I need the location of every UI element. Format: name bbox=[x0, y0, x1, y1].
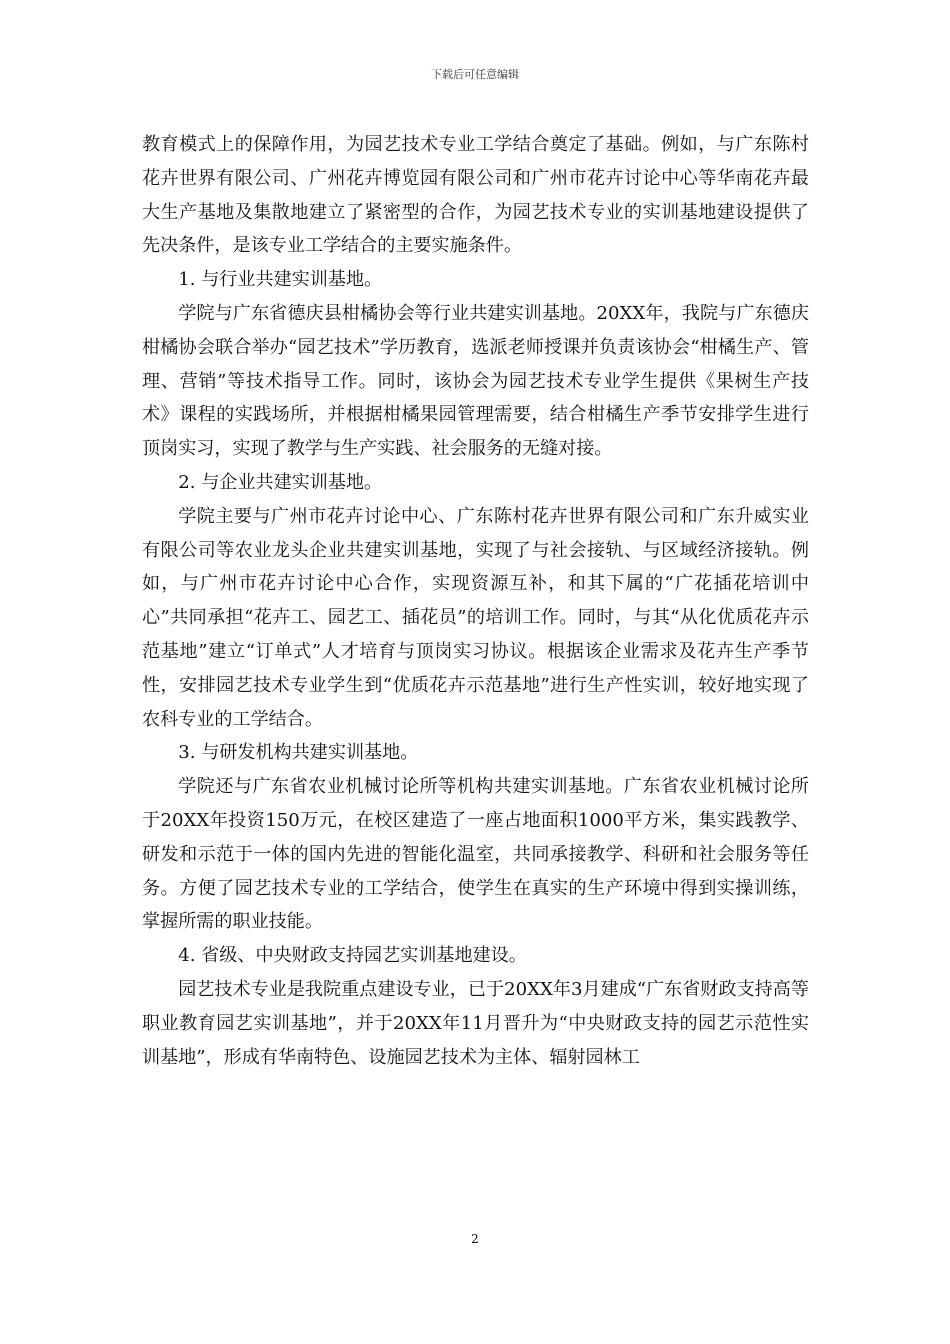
section-heading-1: 1. 与行业共建实训基地。 bbox=[178, 269, 383, 291]
paragraph-enterprise: 学院主要与广州市花卉讨论中心、广东陈村花卉世界有限公司和广东升威实业有限公司等农业龙头企业共建实训基地，实现了与社会接轨、与区域经济接轨。例如，与广州市花卉讨论中心合作，实现资源互补，和其下属的“广花插花培训中心”共同承担“花卉工、园艺工、插花员”的培训工作。同时，与其“从化优质花卉示范基地”建立“订单式”人才培育与顶岗实习协议。根据该企业需求及花卉生产季节性，安排园艺技术专业学生到“优质花卉示范基地”进行生产性实训，较好地实现了农科专业的工学结合。 bbox=[142, 505, 809, 730]
paragraph-finance: 园艺技术专业是我院重点建设专业，已于20XX年3月建成“广东省财政支持高等职业教育园艺实训基地”，并于20XX年11月晋升为“中央财政支持的园艺示范性实训基地”，形成有华南特色、设施园艺技术为主体、辐射园林工 bbox=[142, 978, 809, 1068]
page-number: 2 bbox=[471, 1232, 479, 1246]
document-body bbox=[142, 128, 809, 1074]
paragraph-industry: 学院与广东省德庆县柑橘协会等行业共建实训基地。20XX年，我院与广东德庆柑橘协会联合举办“园艺技术”学历教育，选派老师授课并负责该协会“柑橘生产、管理、营销”等技术指导工作。同时，该协会为园艺技术专业学生提供《果树生产技术》课程的实践场所，并根据柑橘果园管理需要，结合柑橘生产季节安排学生进行顶岗实习，实现了教学与生产实践、社会服务的无缝对接。 bbox=[142, 302, 809, 460]
section-heading-2: 2. 与企业共建实训基地。 bbox=[178, 471, 383, 493]
section-heading-4: 4. 省级、中央财政支持园艺实训基地建设。 bbox=[178, 945, 527, 967]
section-heading-3: 3. 与研发机构共建实训基地。 bbox=[178, 742, 419, 764]
page-header: 下载后可任意编辑 bbox=[431, 68, 519, 81]
paragraph-continuation: 教育模式上的保障作用，为园艺技术专业工学结合奠定了基础。例如，与广东陈村花卉世界有限公司、广州花卉博览园有限公司和广州市花卉讨论中心等华南花卉最大生产基地及集散地建立了紧密型的合作，为园艺技术专业的实训基地建设提供了先决条件，是该专业工学结合的主要实施条件。 bbox=[142, 134, 809, 257]
paragraph-research: 学院还与广东省农业机械讨论所等机构共建实训基地。广东省农业机械讨论所于20XX年投资150万元，在校区建造了一座占地面积1000平方米，集实践教学、研发和示范于一体的国内先进的智能化温室，共同承接教学、科研和社会服务等任务。方便了园艺技术专业的工学结合，使学生在真实的生产环境中得到实操训练，掌握所需的职业技能。 bbox=[142, 776, 809, 933]
